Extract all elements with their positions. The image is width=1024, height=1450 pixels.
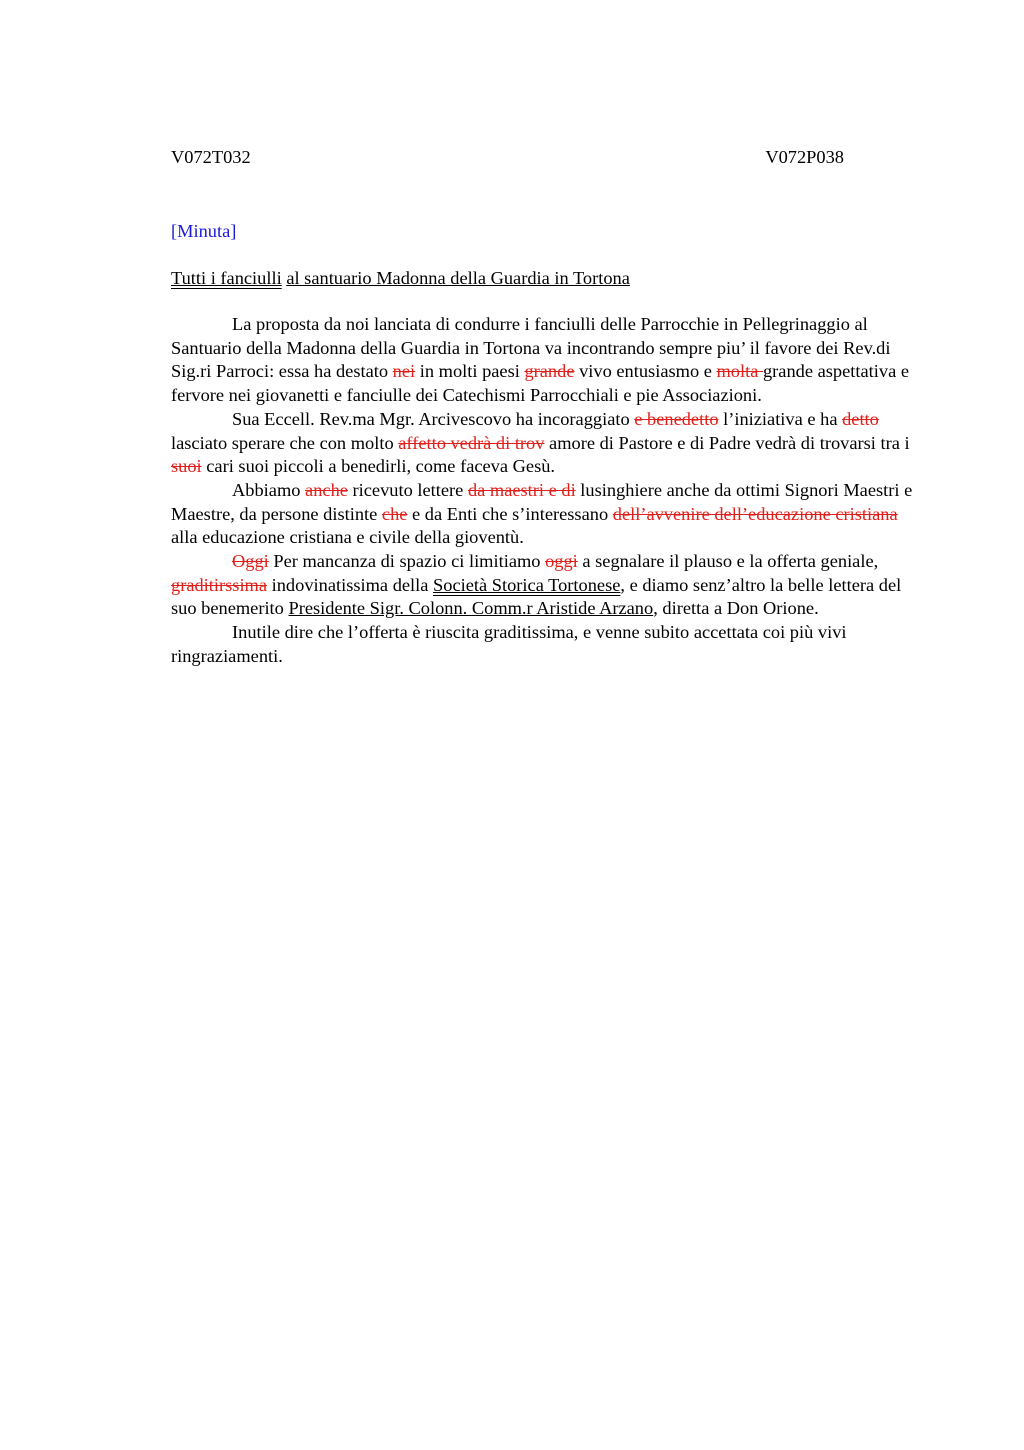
deleted-text: suoi <box>171 456 202 477</box>
text-run: lusinghiere anche da ottimi Signori Maestri e Maestre, da persone distinte <box>171 479 913 524</box>
paragraph <box>171 408 927 479</box>
double-underlined-text: Società Storica Tortonese <box>433 574 621 595</box>
text-run: alla educazione cristiana e civile della gioventù. <box>171 527 524 548</box>
deleted-text: Oggi <box>232 551 269 572</box>
text-run: Per mancanza di spazio ci limitiamo <box>268 551 546 572</box>
text-run: ricevuto lettere <box>347 479 468 500</box>
deleted-text: che <box>381 503 408 524</box>
deleted-text: detto <box>842 408 879 429</box>
document-title <box>171 266 927 290</box>
deleted-text: e benedetto <box>634 408 719 429</box>
deleted-text: molta <box>716 361 763 382</box>
text-run: amore di Pastore e di Padre vedrà di trovarsi tra i <box>544 432 910 453</box>
title-part-1: Tutti i fanciulli <box>171 268 282 288</box>
paragraph <box>171 313 927 408</box>
title-part-2: al santuario Madonna della Guardia in Tortona <box>286 268 630 288</box>
document-codes <box>171 145 844 169</box>
text-run: grande aspettativa e fervore nei giovanetti e fanciulle dei Catechismi Parrocchiali e pie Associazioni. <box>171 361 910 406</box>
deleted-text: da maestri e di <box>467 479 576 500</box>
text-run: Sua Eccell. Rev.ma Mgr. Arcivescovo ha incoraggiato <box>232 408 635 429</box>
text-run: Abbiamo <box>232 479 306 500</box>
text-run: a segnalare il plauso e la offerta geniale, <box>577 551 879 572</box>
deleted-text: grande <box>524 361 575 382</box>
text-run: lasciato sperare che con molto <box>171 432 399 453</box>
text-run: indovinatissima della <box>267 574 434 595</box>
deleted-text: anche <box>305 479 348 500</box>
underlined-text: Presidente Sigr. Colonn. Comm.r Aristide Arzano <box>288 598 654 619</box>
text-run: l’iniziativa e ha <box>718 408 843 429</box>
document-page <box>171 145 927 669</box>
text-run: e da Enti che s’interessano <box>407 503 613 524</box>
deleted-text: affetto vedrà di trov <box>398 432 545 453</box>
text-run: cari suoi piccoli a benedirli, come faceva Gesù. <box>201 456 556 477</box>
text-run: in molti paesi <box>415 361 525 382</box>
text-run: vivo entusiasmo e <box>574 361 717 382</box>
deleted-text: nei <box>392 361 416 382</box>
paragraph <box>171 550 927 621</box>
text-run: La proposta da noi lanciata di condurre i fanciulli delle Parrocchie in Pellegrinaggio al Santuario della Madonna della Guardia in Tortona va incontrando sempre piu’ il favore dei Rev.di Sig.ri Parroci: essa ha destato <box>171 314 891 382</box>
deleted-text: dell’avvenire dell’educazione cristiana <box>612 503 898 524</box>
text-run: , e diamo senz’altro la belle lettera del suo benemerito <box>171 574 902 619</box>
deleted-text: oggi <box>545 551 578 572</box>
volume-page-code: V072P038 <box>765 147 844 167</box>
minuta-label: [Minuta] <box>171 221 237 241</box>
text-run: , diretta a Don Orione. <box>653 598 819 619</box>
deleted-text: graditirssima <box>171 574 268 595</box>
text-run: Inutile dire che l’offerta è riuscita graditissima, e venne subito accettata coi più vivi ringraziamenti. <box>171 622 847 666</box>
document-body <box>171 313 927 669</box>
paragraph <box>171 479 927 550</box>
paragraph <box>171 621 927 668</box>
volume-text-code: V072T032 <box>171 147 251 167</box>
